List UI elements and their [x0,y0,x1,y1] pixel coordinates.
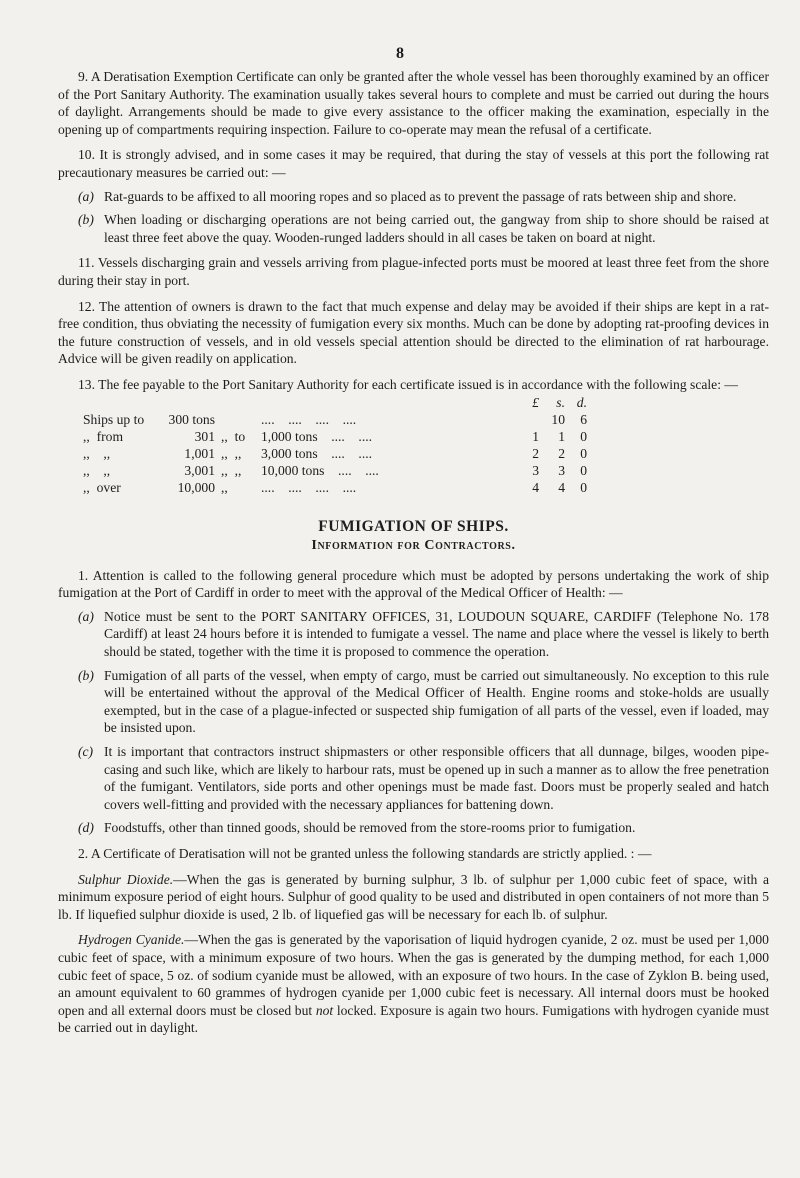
fee-pence: 0 [580,462,587,478]
fee-cell: ,, to [221,428,246,444]
item-10a [58,188,769,206]
fee-cell: 3,001 [184,462,215,478]
paragraph-9: 9. A Deratisation Exemption Certificate can only be granted after the whole vessel has been thoroughly examined by an officer of the Port Sanitary Authority. The examination usually takes several hours to complete and must be carried out during the hours of daylight. Arrangements should be made to give every assistance to the officer making the examination, especially in the opening up of compartments requiring inspection. Failure to co-operate may mean the refusal of a certificate. [58,69,769,137]
fee-cell: Ships up to [83,411,145,427]
item-label: (a) [78,188,94,204]
hcn-text: —When the gas is generated by the vaporisation of liquid hydrogen cyanide, 2 oz. must be used per 1,000 cubic feet of space, with a minimum exposure of two hours. When the gas is generated by the dumping method, for each 1,000 cubic feet of space, 5 oz. of sodium cyanide must be allowed, with an exposure of two hours. In the case of Zyklon B. being used, an amount equivalent to 60 grammes of hydrogen cyanide per 1,000 cubic feet is necessary. All internal doors must be hooked open and all external doors must be closed but [58,932,769,1018]
fee-row [83,445,587,462]
fee-cell: 10,000 tons .... .... [261,462,379,478]
fee-pounds [521,411,539,428]
fee-shillings: 4 [558,479,565,495]
fee-pence: 0 [580,428,587,444]
item-1d [58,819,769,837]
hydrogen-cyanide-paragraph [58,931,769,1037]
fee-shillings: 10 [551,411,565,427]
fee-pounds: 3 [532,462,539,478]
item-label: (b) [78,212,94,228]
pounds-header: £ [532,394,539,410]
sulphur-text: —When the gas is generated by burning sulphur, 3 lb. of sulphur per 1,000 cubic feet of space, with a minimum exposure period of eight hours. Sulphur of good quality to be used and distributed in open containers of not more than 5 lb. If liquefied sulphur dioxide is used, 2 lb. of liquefied gas will be necessary for each lb. of sulphur. [58,871,769,922]
item-text: It is important that contractors instruct shipmasters or other responsible officers that all dunnage, bilges, wooden pipe-casing and such like, which are likely to harbour rats, must be opened up in such a manner as to allow the free penetration of the fumigant. Ventilators, side ports and other openings must be made fast. Doors must be properly sealed and hatch covers well-fitting and provided with the necessary appliances for battening down. [104,744,769,812]
fee-row [83,411,587,428]
fumigation-paragraph-1: 1. Attention is called to the following general procedure which must be adopted by persons undertaking the work of ship fumigation at the Port of Cardiff in order to meet with the approval of the Medical Officer of Health: — [58,567,769,601]
pence-header: d. [576,394,587,410]
section-subtitle: Information for Contractors. [311,538,516,554]
item-1a [58,608,769,661]
fee-cell: .... .... .... .... [261,479,357,495]
fee-row [83,462,587,479]
fee-cell: 1,001 [184,445,215,461]
item-label: (b) [78,667,94,683]
fee-cell: ,, ,, [221,445,242,461]
fee-shillings: 2 [558,445,565,461]
sulphur-heading: Sulphur Dioxide. [78,871,174,887]
fumigation-paragraph-2: 2. A Certificate of Deratisation will not be granted unless the following standards are strictly applied. : — [78,846,652,861]
fee-cell: 10,000 [177,479,215,495]
fee-pence: 0 [580,479,587,495]
fee-pence: 6 [580,411,587,427]
item-text: Rat-guards to be affixed to all mooring ropes and so placed as to prevent the passage of rats between ship and shore. [104,188,737,204]
item-label: (a) [78,608,94,624]
item-text: Notice must be sent to the PORT SANITARY OFFICES, 31, LOUDOUN SQUARE, CARDIFF (Telephone No. 178 Cardiff) at least 24 hours before it is intended to fumigate a vessel. The name and place where the vessel is likely to berth should be stated, together with the time it is proposed to commence the operation. [104,608,769,660]
fee-cell: .... .... .... .... [261,411,357,427]
fee-cell: ,, [221,479,228,495]
item-1b [58,667,769,737]
fee-cell: ,, ,, [83,462,111,478]
page-number: 8 [396,45,404,62]
paragraph-10: 10. It is strongly advised, and in some cases it may be required, that during the stay of vessels at this port the following rat precautionary measures be carried out: — [58,147,769,180]
fee-shillings: 3 [558,462,565,478]
hcn-emphasis: not [315,1002,334,1018]
item-label: (c) [78,744,94,760]
fee-pounds: 1 [532,428,539,444]
fee-scale-table [83,394,587,496]
fee-cell: ,, from [83,428,124,444]
paragraph-12: 12. The attention of owners is drawn to the fact that much expense and delay may be avoided if their ships are kept in a rat-free condition, thus obviating the necessity of fumigation every six months. Much can be done by adopting rat-proofing devices in the future construction of vessels, and in old vessels special attention should be directed to the elimination of rat harbourage. Advice will be given readily on application. [58,298,769,367]
paragraph-11: 11. Vessels discharging grain and vessels arriving from plague-infected ports must be moored at least three feet from the shore during their stay in port. [58,255,769,288]
paragraph-13: 13. The fee payable to the Port Sanitary Authority for each certificate issued is in accordance with the following scale: — [78,376,738,392]
fee-row [83,479,587,496]
fee-cell: 301 [194,428,215,444]
body-column [58,68,769,1037]
shillings-header: s. [556,394,565,410]
fee-header-row [83,394,587,411]
fee-cell [221,411,261,428]
item-10b [58,211,769,246]
item-label: (d) [78,820,94,836]
fee-pence: 0 [580,445,587,461]
section-title: FUMIGATION OF SHIPS. [318,517,509,535]
sulphur-dioxide-paragraph [58,871,769,924]
hcn-text-end: locked. Exposure is again two hours. Fumigations with hydrogen cyanide must be carried out in daylight. [58,1002,769,1036]
fee-pounds: 2 [532,445,539,461]
fee-cell: ,, ,, [83,445,111,461]
fee-cell: ,, ,, [221,462,242,478]
fee-cell: 300 tons [168,411,215,427]
fee-cell: ,, over [83,479,121,495]
fee-shillings: 1 [558,428,565,444]
item-text: When loading or discharging operations are not being carried out, the gangway from ship to shore should be raised at least three feet above the quay. Wooden-runged ladders should in all cases be taken on board at night. [104,212,769,245]
fee-cell: 3,000 tons .... .... [261,445,373,461]
item-text: Foodstuffs, other than tinned goods, should be removed from the store-rooms prior to fumigation. [104,820,636,836]
item-1c [58,743,769,813]
item-text: Fumigation of all parts of the vessel, when empty of cargo, must be carried out simultaneously. No exception to this rule will be entertained without the approval of the Medical Officer of Health. Engine rooms and stoke-holds are usually exempted, but in the case of a plague-infected or suspected ship fumigation of all parts of the vessel, even if loaded, may be insisted upon. [104,667,769,736]
fee-cell: 1,000 tons .... .... [261,428,373,444]
fee-row [83,428,587,445]
hcn-heading: Hydrogen Cyanide. [78,932,185,948]
fee-pounds: 4 [532,479,539,495]
